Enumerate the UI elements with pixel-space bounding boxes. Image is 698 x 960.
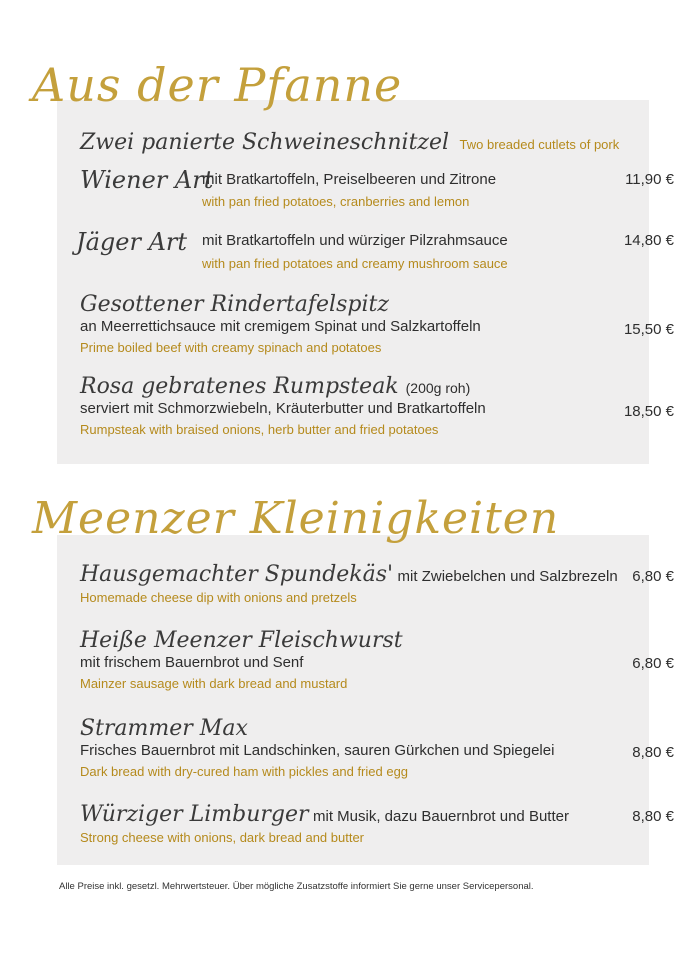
dish-price: 11,90 €	[625, 171, 674, 188]
dish-german: mit frischem Bauernbrot und Senf	[80, 654, 304, 671]
dish-german: mit Zwiebelchen und Salzbrezeln	[397, 568, 618, 585]
dish-price: 18,50 €	[623, 403, 674, 420]
dish-limburger	[80, 802, 674, 852]
dish-english: Dark bread with dry-cured ham with pickles and fried egg	[80, 764, 409, 779]
dish-english: with pan fried potatoes, cranberries and lemon	[202, 194, 470, 209]
dish-tafelspitz	[80, 292, 674, 362]
dish-name: Heiße Meenzer Fleischwurst	[80, 628, 403, 653]
dish-fleischwurst	[80, 628, 674, 698]
dish-english: Strong cheese with onions, dark bread and butter	[80, 830, 365, 845]
dish-name: Zwei panierte Schweineschnitzel	[80, 130, 450, 155]
dish-price: 6,80 €	[632, 655, 674, 672]
dish-name: Hausgemachter Spundekäs'	[80, 562, 394, 587]
dish-german: Frisches Bauernbrot mit Landschinken, sauren Gürkchen und Spiegelei	[80, 742, 555, 759]
dish-german: serviert mit Schmorzwiebeln, Kräuterbutter und Bratkartoffeln	[80, 400, 486, 417]
dish-german: mit Bratkartoffeln, Preiselbeeren und Zitrone	[202, 171, 497, 188]
dish-english: Rumpsteak with braised onions, herb butter and fried potatoes	[80, 422, 439, 437]
dish-rumpsteak	[80, 374, 674, 444]
dish-name	[80, 374, 674, 399]
dish-name: Strammer Max	[80, 716, 248, 741]
dish-english: Two breaded cutlets of pork	[459, 137, 620, 152]
footer-note: Alle Preise inkl. gesetzl. Mehrwertsteuer. Über mögliche Zusatzstoffe informiert Sie gerne unser Servicepersonal.	[59, 881, 534, 892]
dish-price: 14,80 €	[623, 232, 674, 249]
dish-price: 8,80 €	[632, 808, 674, 825]
dish-weight: (200g roh)	[405, 380, 471, 396]
dish-name: Jäger Art	[76, 228, 188, 256]
dish-german: mit Musik, dazu Bauernbrot und Butter	[313, 808, 569, 825]
dish-german: an Meerrettichsauce mit cremigem Spinat und Salzkartoffeln	[80, 318, 481, 335]
dish-spundekaes	[80, 562, 674, 612]
dish-german: mit Bratkartoffeln und würziger Pilzrahmsauce	[202, 232, 508, 249]
dish-price: 6,80 €	[632, 568, 674, 585]
dish-english: Homemade cheese dip with onions and pretzels	[80, 590, 357, 605]
dish-strammer-max	[80, 716, 674, 786]
dish-name: Würziger Limburger	[80, 802, 309, 827]
dish-name: Wiener Art	[80, 166, 214, 194]
section-title-kleinigkeiten: Meenzer Kleinigkeiten	[32, 493, 560, 544]
dish-schnitzel	[80, 130, 674, 155]
dish-english: Mainzer sausage with dark bread and mustard	[80, 676, 348, 691]
dish-english: Prime boiled beef with creamy spinach and potatoes	[80, 340, 382, 355]
dish-price: 15,50 €	[623, 321, 674, 338]
dish-jaeger-art	[76, 228, 674, 278]
dish-name-text: Rosa gebratenes Rumpsteak	[80, 374, 399, 399]
dish-english: with pan fried potatoes and creamy mushroom sauce	[202, 256, 508, 271]
dish-price: 8,80 €	[632, 744, 674, 761]
dish-name: Gesottener Rindertafelspitz	[80, 292, 389, 317]
section-title-pfanne: Aus der Pfanne	[32, 58, 403, 112]
dish-wiener-art	[80, 166, 674, 216]
